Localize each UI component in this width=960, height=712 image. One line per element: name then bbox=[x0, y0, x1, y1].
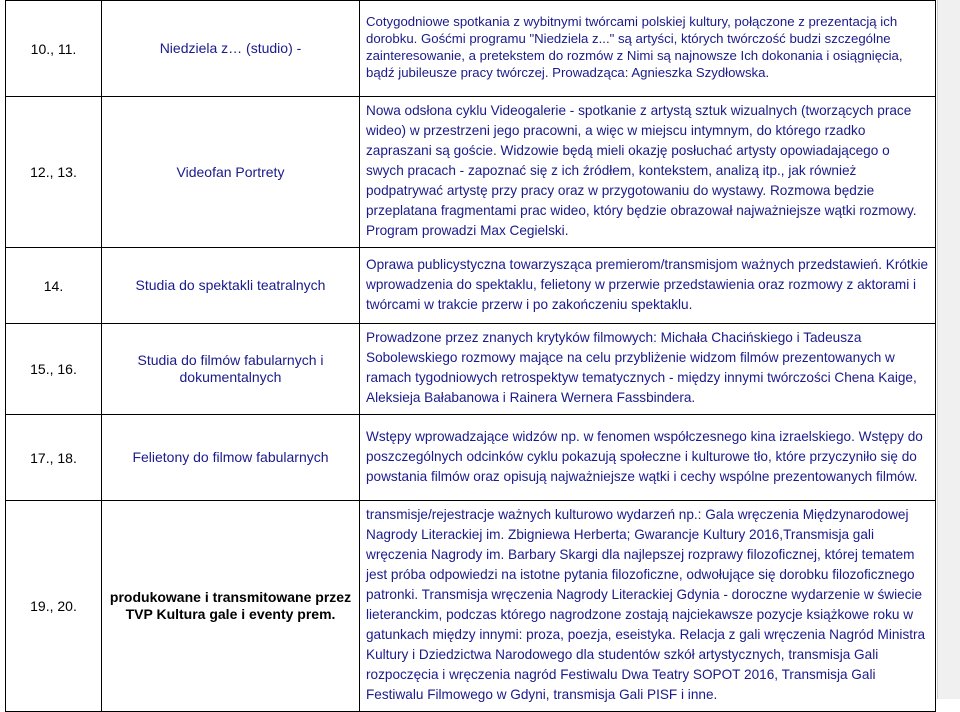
program-description: Oprawa publicystyczna towarzysząca premierom/transmisjom ważnych przedstawień. Krótkie wprowadzenia do spektaklu, felietony w przerwie przedstawienia oraz rozmowy z aktorami i twórcami w trakcie przerw i po zakończeniu spektaklu. bbox=[360, 248, 936, 324]
table-row bbox=[6, 415, 936, 501]
episode-numbers: 15., 16. bbox=[6, 324, 102, 415]
table-row bbox=[6, 248, 936, 324]
program-description: Cotygodniowe spotkania z wybitnymi twórcami polskiej kultury, połączone z prezentacją ich dorobku. Gośćmi programu "Niedziela z..." są artyści, których twórczość budzi szczególne zainteresowanie, a pretekstem do rozmów z Nimi są najnowsze Ich dokonania i osiągnięcia, bądź jubileusze pracy twórczej. Prowadząca: Agnieszka Szydłowska. bbox=[360, 1, 936, 97]
vertical-scrollbar[interactable] bbox=[937, 0, 960, 699]
episode-numbers: 19., 20. bbox=[6, 501, 102, 712]
program-description: Wstępy wprowadzające widzów np. w fenomen współczesnego kina izraelskiego. Wstępy do poszczególnych odcinków cyklu pokazują społeczne i kulturowe tło, które przyczyniło się do powstania filmów oraz opisują najważniejsze wątki i cechy wspólne prezentowanych filmów. bbox=[360, 415, 936, 501]
episode-numbers: 17., 18. bbox=[6, 415, 102, 501]
program-title: Videofan Portrety bbox=[102, 97, 360, 248]
episode-numbers: 14. bbox=[6, 248, 102, 324]
program-title: Felietony do filmow fabularnych bbox=[102, 415, 360, 501]
episode-numbers: 10., 11. bbox=[6, 1, 102, 97]
program-table bbox=[5, 0, 936, 712]
table-row bbox=[6, 97, 936, 248]
program-description: Nowa odsłona cyklu Videogalerie - spotkanie z artystą sztuk wizualnych (tworzących prace wideo) w przestrzeni jego pracowni, a więc w miejscu intymnym, do którego rzadko zapraszani są goście. Widzowie będą mieli okazję posłuchać artysty opowiadającego o swych pracach - zapoznać się z ich źródłem, kontekstem, analizą itp., jak również podpatrywać artystę przy pracy oraz w przygotowaniu do wystawy. Rozmowa będzie przeplatana fragmentami prac wideo, który będzie obrazował najważniejsze wątki rozmowy. Program prowadzi Max Cegielski. bbox=[360, 97, 936, 248]
program-description: Prowadzone przez znanych krytyków filmowych: Michała Chacińskiego i Tadeusza Sobolewskiego rozmowy mające na celu przybliżenie widzom filmów prezentowanych w ramach tygodniowych retrospektyw tematycznych - między innymi twórczości Chena Kaige, Aleksieja Bałabanowa i Rainera Wernera Fassbindera. bbox=[360, 324, 936, 415]
table-row bbox=[6, 324, 936, 415]
program-title: produkowane i transmitowane przez TVP Kultura gale i eventy prem. bbox=[102, 501, 360, 712]
program-description: transmisje/rejestracje ważnych kulturowo wydarzeń np.: Gala wręczenia Międzynarodowej Nagrody Literackiej im. Zbigniewa Herberta; Gwarancje Kultury 2016,Transmisja gali wręczenia Nagrody im. Barbary Skargi dla najlepszej rozprawy filozoficznej, której tematem jest próba odpowiedzi na istotne pytania filozoficzne, odwołujące się dorobku filozoficznego patronki. Transmisja wręczenia Nagrody Literackiej Gdynia - doroczne wydarzenie w świecie lieteranckim, podczas którego nagrodzone zostają najciekawsze pozycje książkowe roku w gatunkach między innymi: proza, poezja, eseistyka. Relacja z gali wręczenia Nagród Ministra Kultury i Dziedzictwa Narodowego dla studentów szkół artystycznych, transmisja Gali rozpoczęcia i wręczenia nagród Festiwalu Dwa Teatry SOPOT 2016, Transmisja Gali Festiwalu Filmowego w Gdyni, transmisja Gali PISF i inne. bbox=[360, 501, 936, 712]
table-row bbox=[6, 1, 936, 97]
program-title: Studia do spektakli teatralnych bbox=[102, 248, 360, 324]
episode-numbers: 12., 13. bbox=[6, 97, 102, 248]
table-row bbox=[6, 501, 936, 712]
program-title: Niedziela z… (studio) - bbox=[102, 1, 360, 97]
program-title: Studia do filmów fabularnych i dokumentalnych bbox=[102, 324, 360, 415]
